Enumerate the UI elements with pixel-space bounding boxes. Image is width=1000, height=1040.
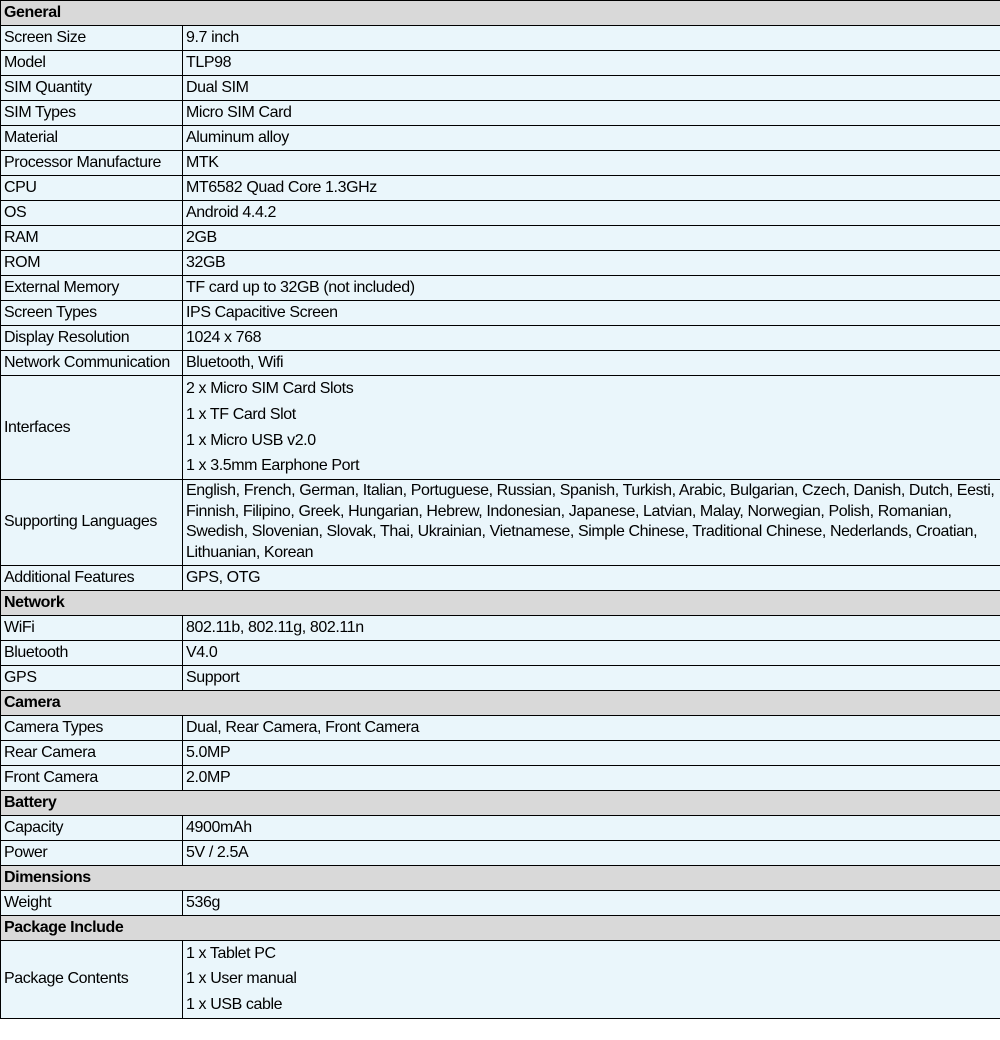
spec-value: 4900mAh xyxy=(183,815,1000,840)
spec-value: TF card up to 32GB (not included) xyxy=(183,276,1000,301)
spec-label: SIM Quantity xyxy=(1,76,183,101)
spec-row-ram xyxy=(1,226,1000,251)
spec-label: SIM Types xyxy=(1,101,183,126)
spec-row-bluetooth xyxy=(1,640,1000,665)
spec-row-external-memory xyxy=(1,276,1000,301)
spec-value: TLP98 xyxy=(183,51,1000,76)
spec-label: ROM xyxy=(1,251,183,276)
spec-label: Model xyxy=(1,51,183,76)
spec-value: GPS, OTG xyxy=(183,565,1000,590)
spec-row-capacity xyxy=(1,815,1000,840)
spec-value xyxy=(183,480,1000,565)
spec-value-text: English, French, German, Italian, Portuguese, Russian, Spanish, Turkish, Arabic, Bulgarian, Czech, Danish, Dutch, Eesti, Finnish, Filipino, Greek, Hungarian, Hebrew, Indonesian, Japanese, Latvian, Malay, Norwegian, Polish, Romanian, Swedish, Slovenian, Slovak, Thai, Ukrainian, Vietnamese, Simple Chinese, Traditional Chinese, Nederlands, Croatian, Lithuanian, Korean xyxy=(186,482,995,561)
spec-label: Screen Types xyxy=(1,301,183,326)
spec-row-sim-quantity xyxy=(1,76,1000,101)
spec-label: Supporting Languages xyxy=(1,480,183,565)
spec-value: 9.7 inch xyxy=(183,26,1000,51)
spec-value xyxy=(183,376,1000,480)
spec-row-camera-types xyxy=(1,715,1000,740)
section-title: Camera xyxy=(1,690,1000,715)
spec-row-os xyxy=(1,201,1000,226)
spec-label: External Memory xyxy=(1,276,183,301)
spec-value: 802.11b, 802.11g, 802.11n xyxy=(183,615,1000,640)
spec-row-weight xyxy=(1,890,1000,915)
spec-row-additional-features xyxy=(1,565,1000,590)
spec-value: Bluetooth, Wifi xyxy=(183,351,1000,376)
spec-value: IPS Capacitive Screen xyxy=(183,301,1000,326)
spec-label: GPS xyxy=(1,665,183,690)
spec-row-material xyxy=(1,126,1000,151)
spec-row-processor-manufacture xyxy=(1,151,1000,176)
spec-value-line: 1 x USB cable xyxy=(186,996,283,1014)
spec-row-gps xyxy=(1,665,1000,690)
spec-value xyxy=(183,940,1000,1018)
spec-row-front-camera xyxy=(1,765,1000,790)
spec-label: Front Camera xyxy=(1,765,183,790)
section-title: General xyxy=(1,1,1000,26)
spec-row-screen-size xyxy=(1,26,1000,51)
spec-row-network-communication xyxy=(1,351,1000,376)
spec-value-line: 1 x TF Card Slot xyxy=(186,405,296,423)
spec-value: 536g xyxy=(183,890,1000,915)
spec-value: 2GB xyxy=(183,226,1000,251)
spec-value-line: 2 x Micro SIM Card Slots xyxy=(186,380,354,397)
spec-value: Micro SIM Card xyxy=(183,101,1000,126)
spec-value: 5V / 2.5A xyxy=(183,840,1000,865)
spec-row-rom xyxy=(1,251,1000,276)
section-header-general xyxy=(1,1,1000,26)
spec-label: Weight xyxy=(1,890,183,915)
spec-value: 5.0MP xyxy=(183,740,1000,765)
spec-row-wifi xyxy=(1,615,1000,640)
spec-row-sim-types xyxy=(1,101,1000,126)
spec-value: V4.0 xyxy=(183,640,1000,665)
spec-label: RAM xyxy=(1,226,183,251)
spec-value-line: 1 x Micro USB v2.0 xyxy=(186,431,316,449)
spec-value: Dual SIM xyxy=(183,76,1000,101)
section-header-battery xyxy=(1,790,1000,815)
spec-value: Android 4.4.2 xyxy=(183,201,1000,226)
spec-label: Interfaces xyxy=(1,376,183,480)
spec-label: OS xyxy=(1,201,183,226)
spec-row-supporting-languages xyxy=(1,480,1000,565)
section-title: Network xyxy=(1,590,1000,615)
spec-label: Camera Types xyxy=(1,715,183,740)
spec-value-line: 1 x 3.5mm Earphone Port xyxy=(186,457,360,475)
section-header-camera xyxy=(1,690,1000,715)
spec-label: Display Resolution xyxy=(1,326,183,351)
section-header-network xyxy=(1,590,1000,615)
spec-label: CPU xyxy=(1,176,183,201)
spec-row-cpu xyxy=(1,176,1000,201)
spec-label: WiFi xyxy=(1,615,183,640)
spec-row-package-contents xyxy=(1,940,1000,1018)
spec-value: MT6582 Quad Core 1.3GHz xyxy=(183,176,1000,201)
section-header-package-include xyxy=(1,915,1000,940)
spec-row-model xyxy=(1,51,1000,76)
spec-label: Capacity xyxy=(1,815,183,840)
spec-row-interfaces xyxy=(1,376,1000,480)
spec-value: Support xyxy=(183,665,1000,690)
spec-row-power xyxy=(1,840,1000,865)
spec-row-screen-types xyxy=(1,301,1000,326)
spec-label: Package Contents xyxy=(1,940,183,1018)
spec-value: MTK xyxy=(183,151,1000,176)
spec-row-display-resolution xyxy=(1,326,1000,351)
spec-value: Aluminum alloy xyxy=(183,126,1000,151)
spec-value: 2.0MP xyxy=(183,765,1000,790)
spec-table-body xyxy=(1,1,1000,1019)
spec-label: Bluetooth xyxy=(1,640,183,665)
spec-value-line: 1 x Tablet PC xyxy=(186,944,276,962)
spec-label: Additional Features xyxy=(1,565,183,590)
spec-label: Network Communication xyxy=(1,351,183,376)
spec-label: Material xyxy=(1,126,183,151)
spec-value-line: 1 x User manual xyxy=(186,970,297,988)
spec-label: Screen Size xyxy=(1,26,183,51)
spec-value: 1024 x 768 xyxy=(183,326,1000,351)
spec-row-rear-camera xyxy=(1,740,1000,765)
spec-label: Rear Camera xyxy=(1,740,183,765)
spec-label: Power xyxy=(1,840,183,865)
spec-value: 32GB xyxy=(183,251,1000,276)
section-title: Dimensions xyxy=(1,865,1000,890)
spec-label: Processor Manufacture xyxy=(1,151,183,176)
section-header-dimensions xyxy=(1,865,1000,890)
section-title: Package Include xyxy=(1,915,1000,940)
section-title: Battery xyxy=(1,790,1000,815)
spec-value: Dual, Rear Camera, Front Camera xyxy=(183,715,1000,740)
